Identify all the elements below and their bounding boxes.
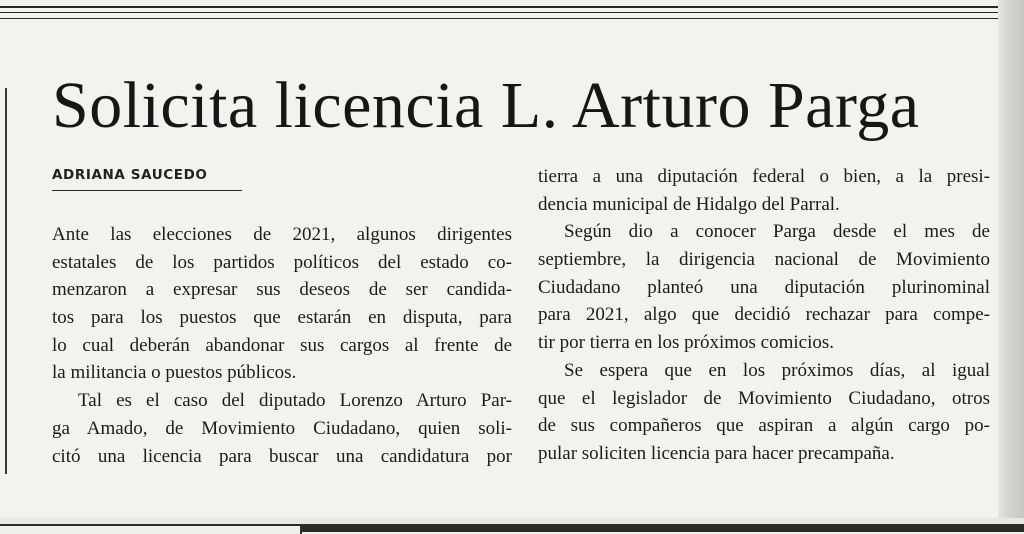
article-byline: ADRIANA SAUCEDO bbox=[52, 165, 242, 191]
bottom-section-divider bbox=[0, 518, 1024, 532]
page-edge-shadow bbox=[998, 0, 1024, 532]
article-column-left bbox=[52, 221, 512, 470]
article-text-line: dencia municipal de Hidalgo del Parral. bbox=[538, 193, 840, 215]
bottom-divider-dark bbox=[302, 524, 1024, 532]
article-column-right bbox=[538, 163, 998, 468]
article-text-line: la militancia o puestos públicos. bbox=[52, 362, 297, 384]
article-text-line: tir por tierra en los próximos comicios. bbox=[538, 332, 835, 354]
rule-line bbox=[0, 12, 998, 13]
article-text-line: septiembre, la dirigencia nacional de Movimiento bbox=[538, 249, 990, 271]
top-rule-lines bbox=[0, 6, 998, 24]
rule-line bbox=[0, 6, 998, 8]
article-text-line: de sus compañeros que aspiran a algún cargo po- bbox=[538, 415, 990, 437]
article-text-line: tos para los puestos que estarán en disputa, para bbox=[52, 307, 512, 329]
article-text-line: pular soliciten licencia para hacer precampaña. bbox=[538, 442, 895, 464]
left-column-rule bbox=[5, 88, 7, 474]
article-text-line: lo cual deberán abandonar sus cargos al frente de bbox=[52, 334, 512, 356]
article-text-line: para 2021, algo que decidió rechazar para compe- bbox=[538, 304, 990, 326]
article-text-line: Tal es el caso del diputado Lorenzo Arturo Par- bbox=[78, 390, 512, 412]
article-text-line: que el legislador de Movimiento Ciudadano, otros bbox=[538, 387, 990, 409]
bottom-divider-light bbox=[0, 524, 302, 534]
article-text-line: Según dio a conocer Parga desde el mes de bbox=[564, 221, 990, 243]
article-text-line: Se espera que en los próximos días, al igual bbox=[564, 359, 990, 381]
article-text-line: estatales de los partidos políticos del estado co- bbox=[52, 251, 512, 273]
article-text-line: citó una licencia para buscar una candidatura por bbox=[52, 445, 512, 467]
article-headline: Solicita licencia L. Arturo Parga bbox=[52, 69, 920, 142]
rule-line bbox=[0, 18, 998, 19]
article-text-line: menzaron a expresar sus deseos de ser candida- bbox=[52, 279, 512, 301]
article-text-line: tierra a una diputación federal o bien, a la presi- bbox=[538, 166, 990, 187]
article-text-line: Ciudadano planteó una diputación plurinominal bbox=[538, 276, 990, 298]
article-text-line: Ante las elecciones de 2021, algunos dirigentes bbox=[52, 224, 512, 245]
article-text-line: ga Amado, de Movimiento Ciudadano, quien soli- bbox=[52, 417, 512, 439]
